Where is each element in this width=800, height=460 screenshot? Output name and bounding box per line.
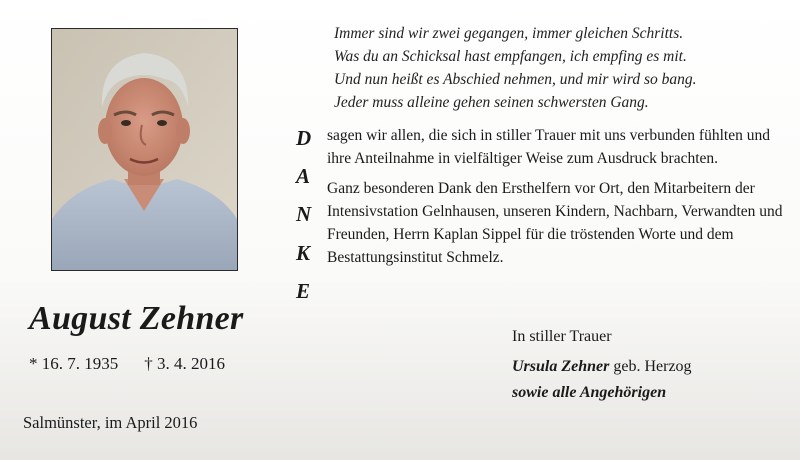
danke-letter: K [296, 241, 311, 265]
danke-letter: N [296, 202, 312, 226]
mourner-name: Ursula Zehner [512, 358, 610, 375]
mourning-intro: In stiller Trauer [512, 328, 612, 345]
death-date: † 3. 4. 2016 [144, 354, 225, 373]
thanks-text [327, 124, 787, 269]
life-dates [29, 354, 225, 374]
signature-block [512, 324, 692, 406]
thanks-paragraph: Ganz besonderen Dank den Ersthelfern vor Ort, den Mitarbeitern der Intensivstation Gelnhausen, unseren Kindern, Nachbarn, Verwandten und Freunden, Herrn Kaplan Sippel für die tröstenden Worte und dem Bestattungsinstitut Schmelz. [327, 180, 783, 266]
place-and-date: Salmünster, im April 2016 [23, 413, 198, 432]
maiden-name: geb. Herzog [609, 358, 692, 375]
poem-line: Jeder muss alleine gehen seinen schwersten Gang. [334, 94, 649, 111]
portrait-photo [51, 28, 238, 271]
relatives-line: sowie alle Angehörigen [512, 384, 667, 401]
danke-letter: D [296, 126, 312, 150]
poem-line: Was du an Schicksal hast empfangen, ich empfing es mit. [334, 48, 687, 65]
poem-line: Immer sind wir zwei gegangen, immer gleichen Schritts. [334, 25, 684, 42]
deceased-name: August Zehner [29, 300, 244, 337]
poem-line: Und nun heißt es Abschied nehmen, und mir wird so bang. [334, 71, 697, 88]
danke-letter: E [296, 279, 311, 303]
thanks-paragraph: sagen wir allen, die sich in stiller Trauer mit uns verbunden fühlten und ihre Anteilnahme in vielfältiger Weise zum Ausdruck brachten. [327, 127, 770, 167]
memorial-poem [334, 22, 774, 114]
danke-letter: A [296, 164, 311, 188]
birth-date: * 16. 7. 1935 [29, 354, 119, 373]
